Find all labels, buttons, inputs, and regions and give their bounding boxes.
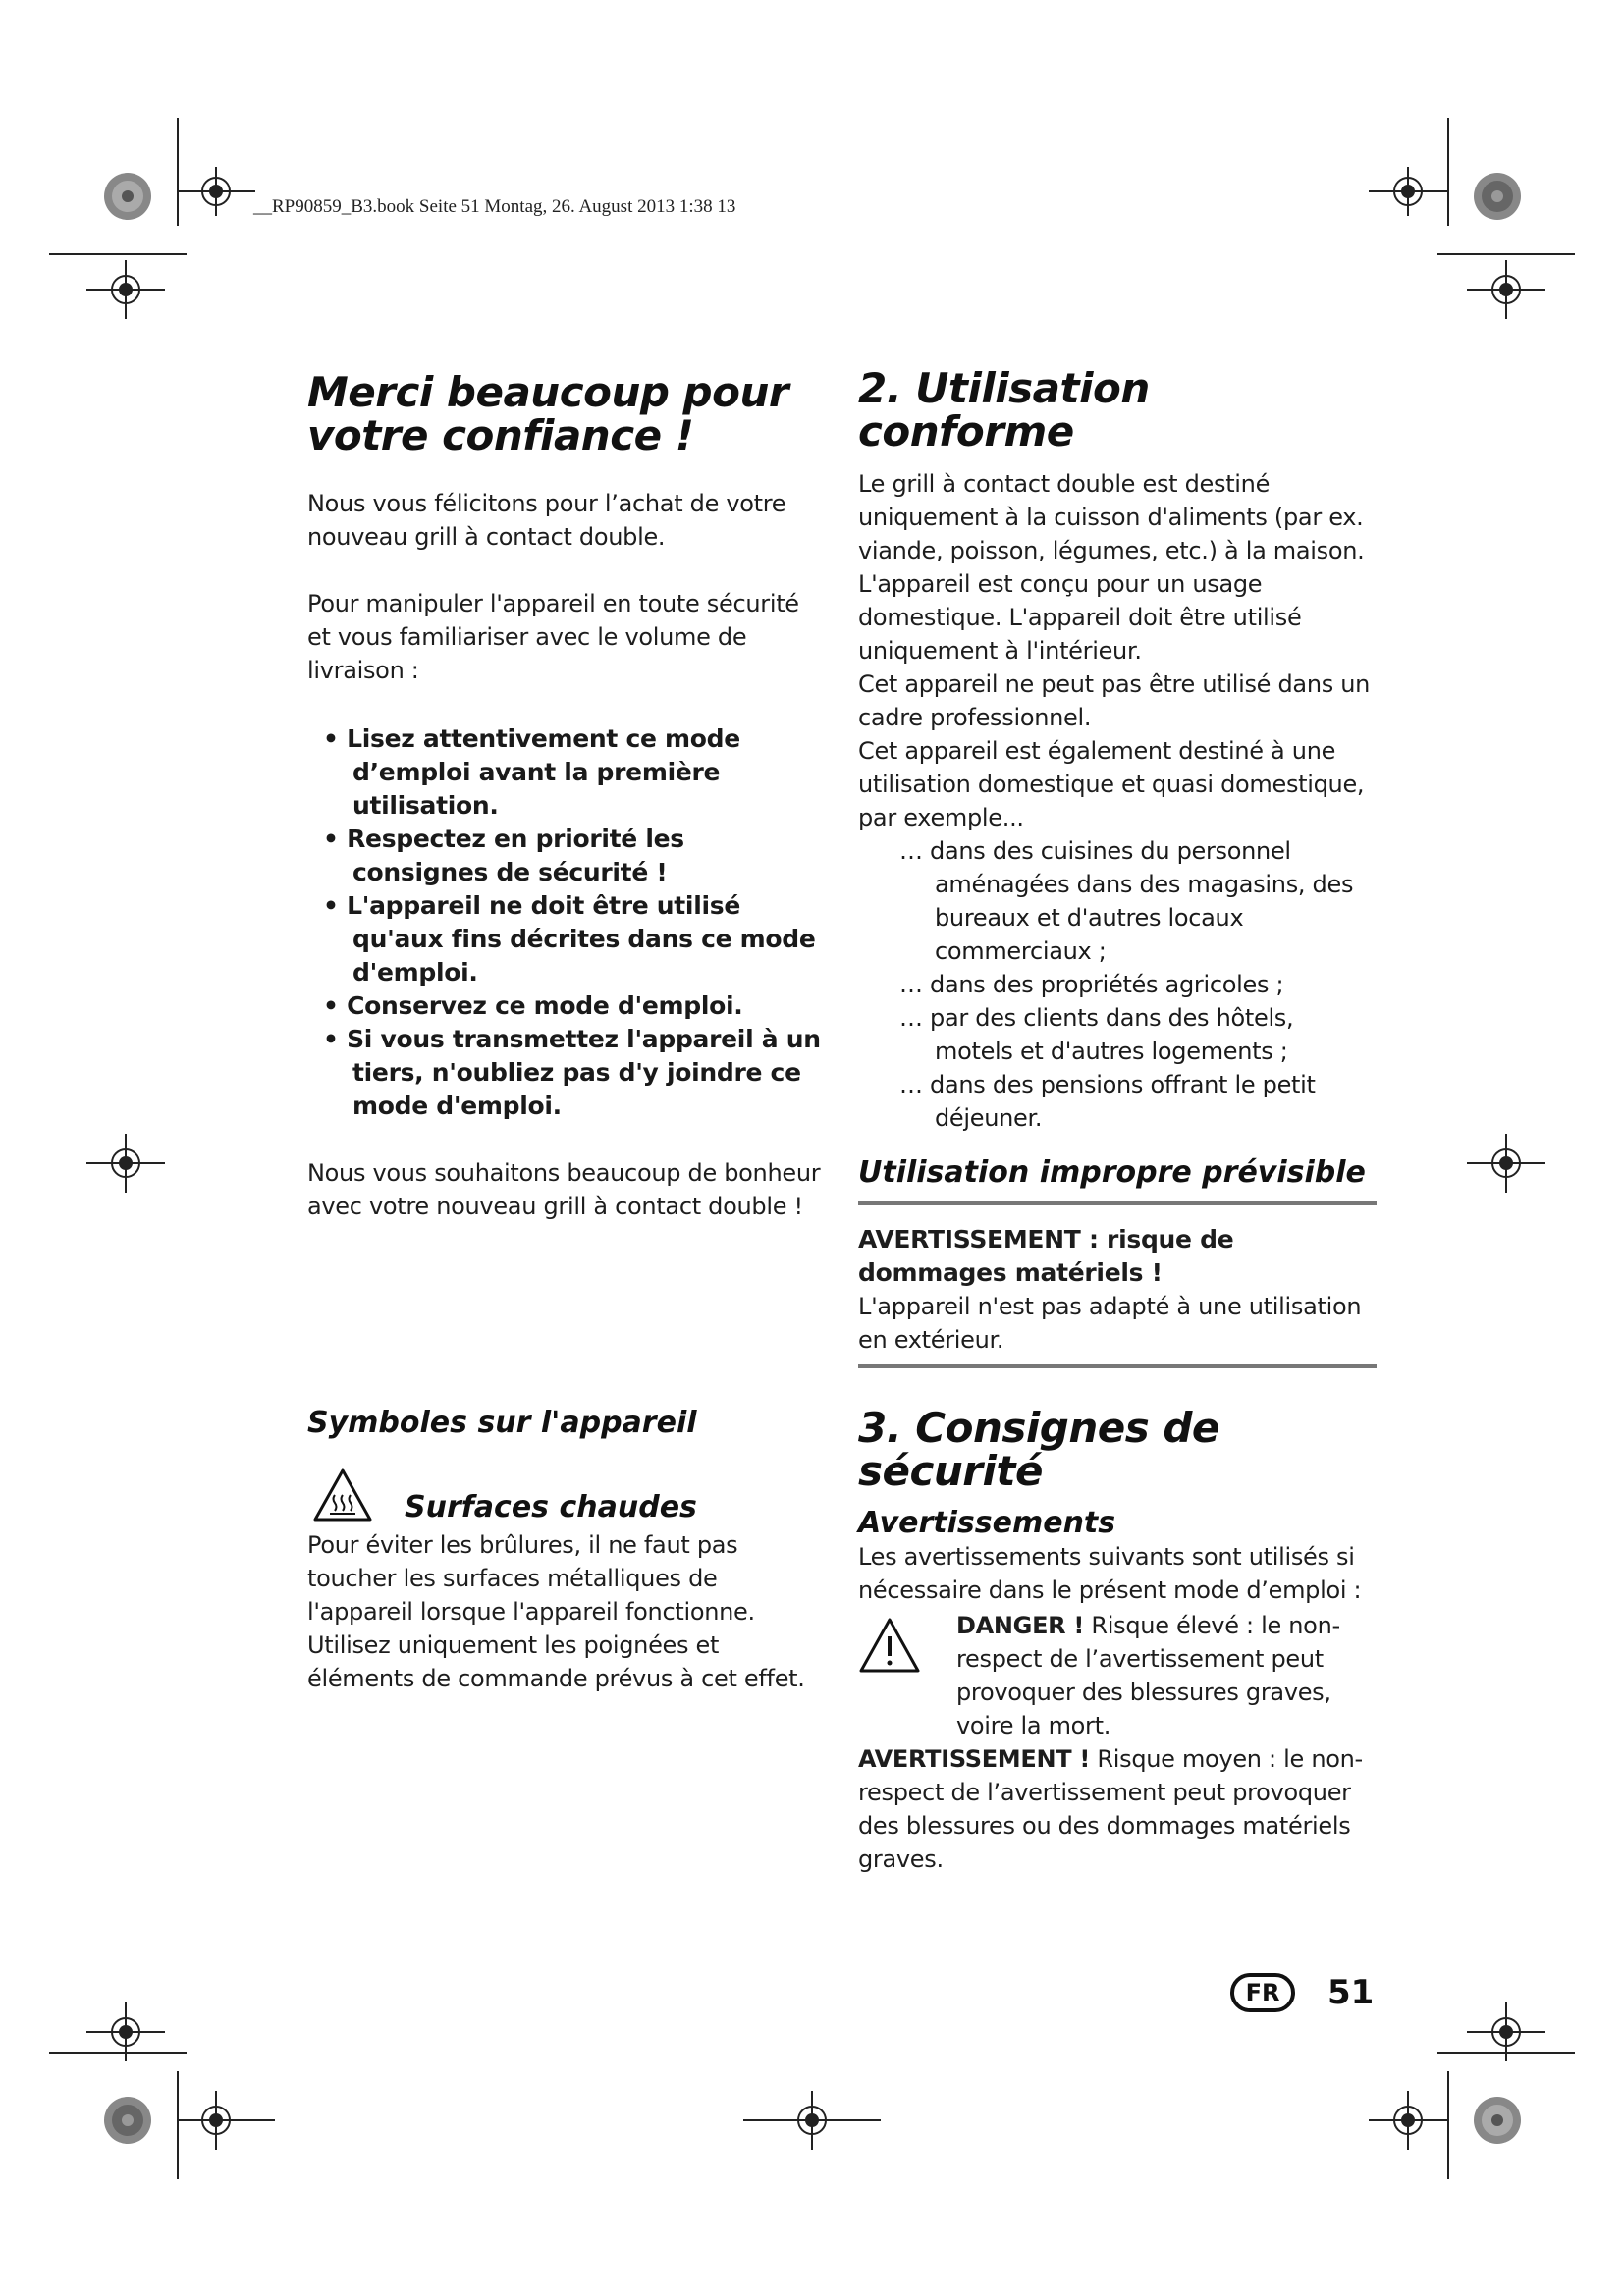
list-item: • Respectez en priorité les consignes de sécurité ! (307, 823, 826, 889)
list-item: • Lisez attentivement ce mode d’emploi avant la première utilisation. (307, 722, 826, 823)
crop-mark (1437, 253, 1575, 255)
divider (858, 1364, 1377, 1368)
danger-label: DANGER ! (956, 1612, 1085, 1639)
color-target-icon (1473, 2096, 1522, 2145)
misuse-heading: Utilisation impropre prévisible (858, 1155, 1366, 1190)
usage-paragraph: Cet appareil est également destiné à une utilisation domestique et quasi domestique, par exemple... (858, 737, 1365, 831)
hot-surface-heading: Surfaces chaudes (405, 1490, 697, 1524)
avert-text: Risque moyen : le non-respect de l’avertissement peut provoquer des blessures ou des dommages matériels graves. (858, 1745, 1363, 1873)
list-item: … dans des pensions offrant le petit déjeuner. (899, 1068, 1377, 1135)
registration-mark-icon (86, 2002, 165, 2061)
crop-mark (49, 253, 187, 255)
symbols-section (307, 1407, 826, 1695)
danger-text: Risque élevé : le non-respect de l’avertissement peut provoquer des blessures graves, voire la mort. (956, 1612, 1340, 1739)
hot-surface-text: Pour éviter les brûlures, il ne faut pas toucher les surfaces métalliques de l'appareil lorsque l'appareil fonctionne. Utilisez uniquement les poignées et éléments de commande prévus à cet effet. (307, 1531, 805, 1692)
danger-block (858, 1609, 1377, 1742)
list-item: … dans des cuisines du personnel aménagées dans des magasins, des bureaux et d'autres locaux commerciaux ; (899, 834, 1377, 968)
registration-mark-icon (1467, 1134, 1545, 1193)
print-header: __RP90859_B3.book Seite 51 Montag, 26. August 2013 1:38 13 (253, 196, 736, 217)
color-target-icon (1473, 172, 1522, 221)
right-column (858, 364, 1377, 1368)
crop-mark (1447, 118, 1449, 226)
misuse-warning-text: L'appareil n'est pas adapté à une utilisation en extérieur. (858, 1293, 1362, 1354)
registration-mark-icon (743, 2091, 881, 2150)
avert-paragraph (858, 1742, 1377, 1876)
registration-mark-icon (177, 167, 255, 216)
list-item: • Si vous transmettez l'appareil à un tiers, n'oubliez pas d'y joindre ce mode d'emploi. (307, 1023, 826, 1123)
usage-examples-list (858, 834, 1377, 1135)
registration-mark-icon (1369, 167, 1447, 216)
list-item: … dans des propriétés agricoles ; (899, 968, 1377, 1001)
avert-label: AVERTISSEMENT ! (858, 1745, 1091, 1773)
page-number: 51 (1327, 1973, 1375, 2012)
list-item: • Conservez ce mode d'emploi. (307, 989, 826, 1023)
section2-title: 2. Utilisation conforme (858, 364, 1150, 455)
usage-paragraph: Cet appareil ne peut pas être utilisé dans un cadre professionnel. (858, 670, 1371, 731)
hot-surface-warning-icon (312, 1468, 373, 1522)
intro-paragraph: Nous vous félicitons pour l’achat de votre nouveau grill à contact double. (307, 490, 786, 551)
registration-mark-icon (86, 260, 165, 319)
danger-warning-icon (858, 1617, 921, 1674)
registration-mark-icon (1467, 2002, 1545, 2061)
safety-section (858, 1404, 1377, 1876)
thanks-title (307, 368, 826, 459)
warnings-heading: Avertissements (858, 1506, 1116, 1540)
warnings-intro: Les avertissements suivants sont utilisés si nécessaire dans le présent mode d’emploi : (858, 1543, 1362, 1604)
language-badge: FR (1230, 1973, 1295, 2012)
handling-paragraph: Pour manipuler l'appareil en toute sécurité et vous familiariser avec le volume de livraison : (307, 590, 799, 684)
color-target-icon (103, 172, 152, 221)
section3-title: 3. Consignes de sécurité (858, 1404, 1219, 1495)
danger-paragraph (858, 1609, 1377, 1742)
thanks-title-line1: Merci beaucoup pour (307, 368, 789, 416)
registration-mark-icon (1467, 260, 1545, 319)
symbols-heading: Symboles sur l'appareil (307, 1406, 697, 1440)
left-column (307, 368, 826, 1223)
crop-mark (1447, 2071, 1449, 2179)
color-target-icon (103, 2096, 152, 2145)
registration-mark-icon (86, 1134, 165, 1193)
thanks-title-line2: votre confiance ! (307, 411, 694, 459)
usage-paragraph: L'appareil est conçu pour un usage domestique. L'appareil doit être utilisé uniquement à l'intérieur. (858, 570, 1302, 665)
instructions-list (307, 722, 826, 1123)
misuse-warning-title: AVERTISSEMENT : risque de dommages matériels ! (858, 1225, 1234, 1287)
registration-mark-icon (177, 2091, 275, 2150)
divider (858, 1201, 1377, 1205)
list-item: … par des clients dans des hôtels, motels et d'autres logements ; (899, 1001, 1377, 1068)
closing-paragraph: Nous vous souhaitons beaucoup de bonheur avec votre nouveau grill à contact double ! (307, 1159, 821, 1220)
usage-paragraph: Le grill à contact double est destiné uniquement à la cuisson d'aliments (par ex. viande, poisson, légumes, etc.) à la maison. (858, 470, 1365, 564)
registration-mark-icon (1369, 2091, 1447, 2150)
list-item: • L'appareil ne doit être utilisé qu'aux fins décrites dans ce mode d'emploi. (307, 889, 826, 989)
